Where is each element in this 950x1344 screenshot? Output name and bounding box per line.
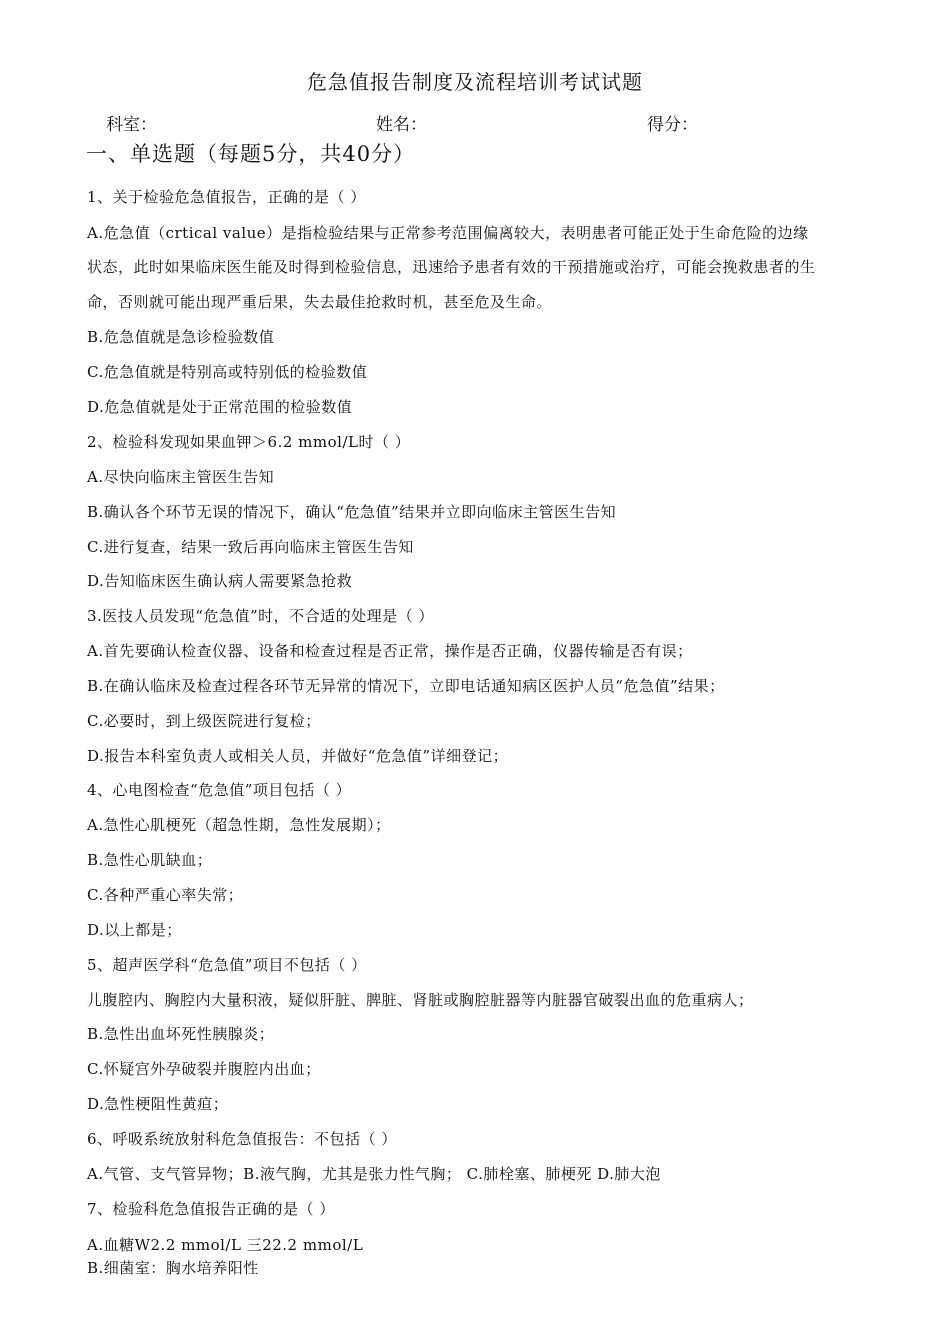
name-field: 姓名： — [376, 115, 427, 135]
section-heading: 一、单选题（每题5分，共40分） — [86, 142, 416, 166]
option-5a: 儿腹腔内、胸腔内大量积液，疑似肝脏、脾脏、肾脏或胸腔脏器等内脏器官破裂出血的危重病人； — [87, 991, 754, 1009]
options-6: A.气管、支气管异物；B.液气胸，尤其是张力性气胸； C.肺栓塞、肺梗死 D.肺大泡 — [87, 1165, 661, 1183]
option-7b: B.细菌室：胸水培养阳性 — [87, 1259, 259, 1277]
option-4c: C.各种严重心率失常； — [87, 886, 244, 904]
question-7: 7、检验科危急值报告正确的是（ ） — [87, 1200, 335, 1218]
question-4: 4、心电图检查“危急值”项目包括（ ） — [87, 781, 352, 799]
question-3: 3.医技人员发现“危急值”时，不合适的处理是（ ） — [87, 607, 434, 625]
question-2: 2、检验科发现如果血钾＞6.2 mmol/L时（ ） — [87, 433, 411, 451]
option-5d: D.急性梗阻性黄疸； — [87, 1095, 229, 1113]
question-6: 6、呼吸系统放射科危急值报告：不包括（ ） — [87, 1130, 397, 1148]
option-1a-line-1: A.危急值（crtical value）是指检验结果与正常参考范围偏离较大，表明患者可能正处于生命危险的边缘 — [87, 224, 809, 242]
score-field: 得分： — [647, 115, 698, 135]
question-5: 5、超声医学科“危急值”项目不包括（ ） — [87, 956, 367, 974]
option-5c: C.怀疑宫外孕破裂并腹腔内出血； — [87, 1060, 321, 1078]
option-3d: D.报告本科室负责人或相关人员，并做好“危急值”详细登记； — [87, 747, 509, 765]
option-3c: C.必要时，到上级医院进行复检； — [87, 712, 321, 730]
option-2d: D.告知临床医生确认病人需要紧急抢救 — [87, 572, 353, 590]
option-7a: A.血糖W2.2 mmol/L 三22.2 mmol/L — [87, 1236, 364, 1254]
option-4a: A.急性心肌梗死（超急性期，急性发展期）； — [87, 816, 391, 834]
option-1d: D.危急值就是处于正常范围的检验数值 — [87, 398, 353, 416]
option-3b: B.在确认临床及检查过程各环节无异常的情况下，立即电话通知病区医护人员“危急值”结果； — [87, 677, 725, 695]
department-field: 科室： — [106, 115, 157, 135]
option-4d: D.以上都是； — [87, 921, 182, 939]
question-1: 1、关于检验危急值报告，正确的是（ ） — [87, 188, 366, 206]
option-1c: C.危急值就是特别高或特别低的检验数值 — [87, 363, 368, 381]
option-1a-line-2: 状态，此时如果临床医生能及时得到检验信息，迅速给予患者有效的干预措施或治疗，可能会挽救患者的生 — [87, 258, 816, 276]
option-1a-line-3: 命，否则就可能出现严重后果，失去最佳抢救时机，甚至危及生命。 — [87, 293, 553, 311]
option-3a: A.首先要确认检查仪器、设备和检查过程是否正常，操作是否正确，仪器传输是否有误； — [87, 642, 693, 660]
option-2a: A.尽快向临床主管医生告知 — [87, 468, 275, 486]
option-2b: B.确认各个环节无误的情况下，确认“危急值”结果并立即向临床主管医生告知 — [87, 503, 617, 521]
option-4b: B.急性心肌缺血； — [87, 851, 213, 869]
option-1b: B.危急值就是急诊检验数值 — [87, 328, 275, 346]
option-5b: B.急性出血坏死性胰腺炎； — [87, 1025, 275, 1043]
option-2c: C.进行复查，结果一致后再向临床主管医生告知 — [87, 538, 414, 556]
exam-title: 危急值报告制度及流程培训考试试题 — [307, 70, 643, 94]
